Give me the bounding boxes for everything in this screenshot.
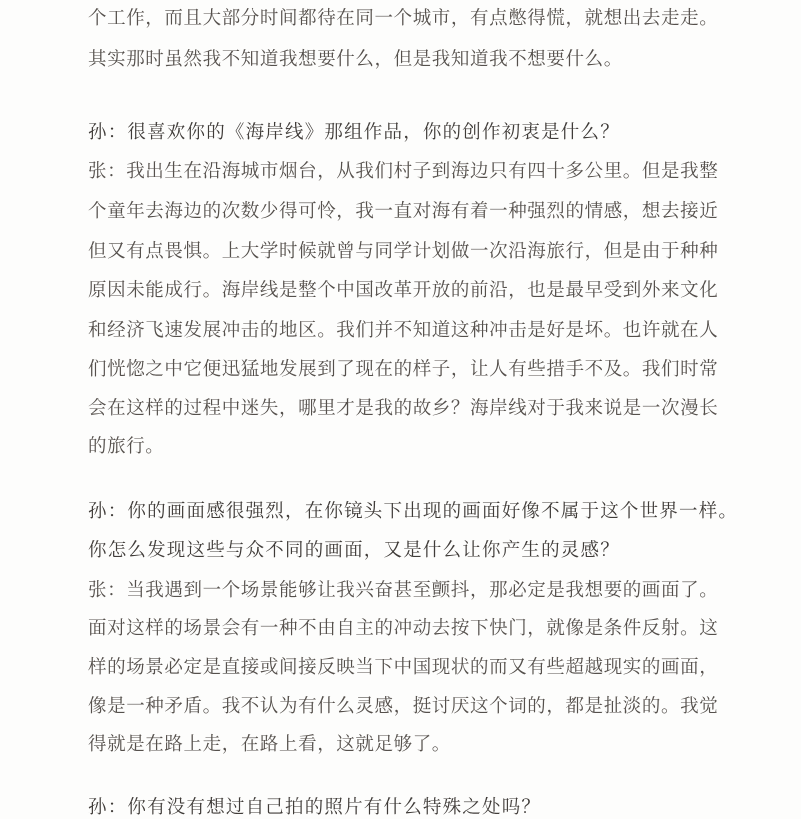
- answer-line: 原因未能成行。海岸线是整个中国改革开放的前沿，也是最早受到外来文化: [88, 280, 719, 301]
- text-line: 个工作，而且大部分时间都待在同一个城市，有点憋得慌，就想出去走走。: [88, 8, 719, 29]
- answer-line: 的旅行。: [88, 436, 165, 457]
- answer-line: 会在这样的过程中迷失，哪里才是我的故乡？海岸线对于我来说是一次漫长: [88, 398, 719, 419]
- answer-line: 样的场景必定是直接或间接反映当下中国现状的而又有些超越现实的画面，: [88, 657, 719, 678]
- answer-line: 个童年去海边的次数少得可怜，我一直对海有着一种强烈的情感，想去接近: [88, 201, 719, 222]
- answer-line: 但又有点畏惧。上大学时候就曾与同学计划做一次沿海旅行，但是由于种种: [88, 241, 719, 262]
- answer-line: 像是一种矛盾。我不认为有什么灵感，挺讨厌这个词的，都是扯淡的。我觉: [88, 696, 719, 717]
- answer-line: 和经济飞速发展冲击的地区。我们并不知道这种冲击是好是坏。也许就在人: [88, 320, 719, 341]
- question-line: 孙：你有没有想过自己拍的照片有什么特殊之处吗？: [88, 797, 542, 818]
- answer-line: 得就是在路上走，在路上看，这就足够了。: [88, 734, 451, 755]
- answer-line: 张：当我遇到一个场景能够让我兴奋甚至颤抖，那必定是我想要的画面了。: [88, 580, 719, 601]
- answer-line: 张：我出生在沿海城市烟台，从我们村子到海边只有四十多公里。但是我整: [88, 161, 719, 182]
- question-line: 孙：你的画面感很强烈，在你镜头下出现的画面好像不属于这个世界一样。: [88, 501, 739, 522]
- text-line: 其实那时虽然我不知道我想要什么，但是我知道我不想要什么。: [88, 49, 623, 70]
- answer-line: 们恍惚之中它便迅猛地发展到了现在的样子，让人有些措手不及。我们时常: [88, 359, 719, 380]
- question-line: 孙：很喜欢你的《海岸线》那组作品，你的创作初衷是什么？: [88, 122, 620, 143]
- answer-line: 面对这样的场景会有一种不由自主的冲动去按下快门，就像是条件反射。这: [88, 618, 719, 639]
- question-line: 你怎么发现这些与众不同的画面，又是什么让你产生的灵感？: [88, 540, 620, 561]
